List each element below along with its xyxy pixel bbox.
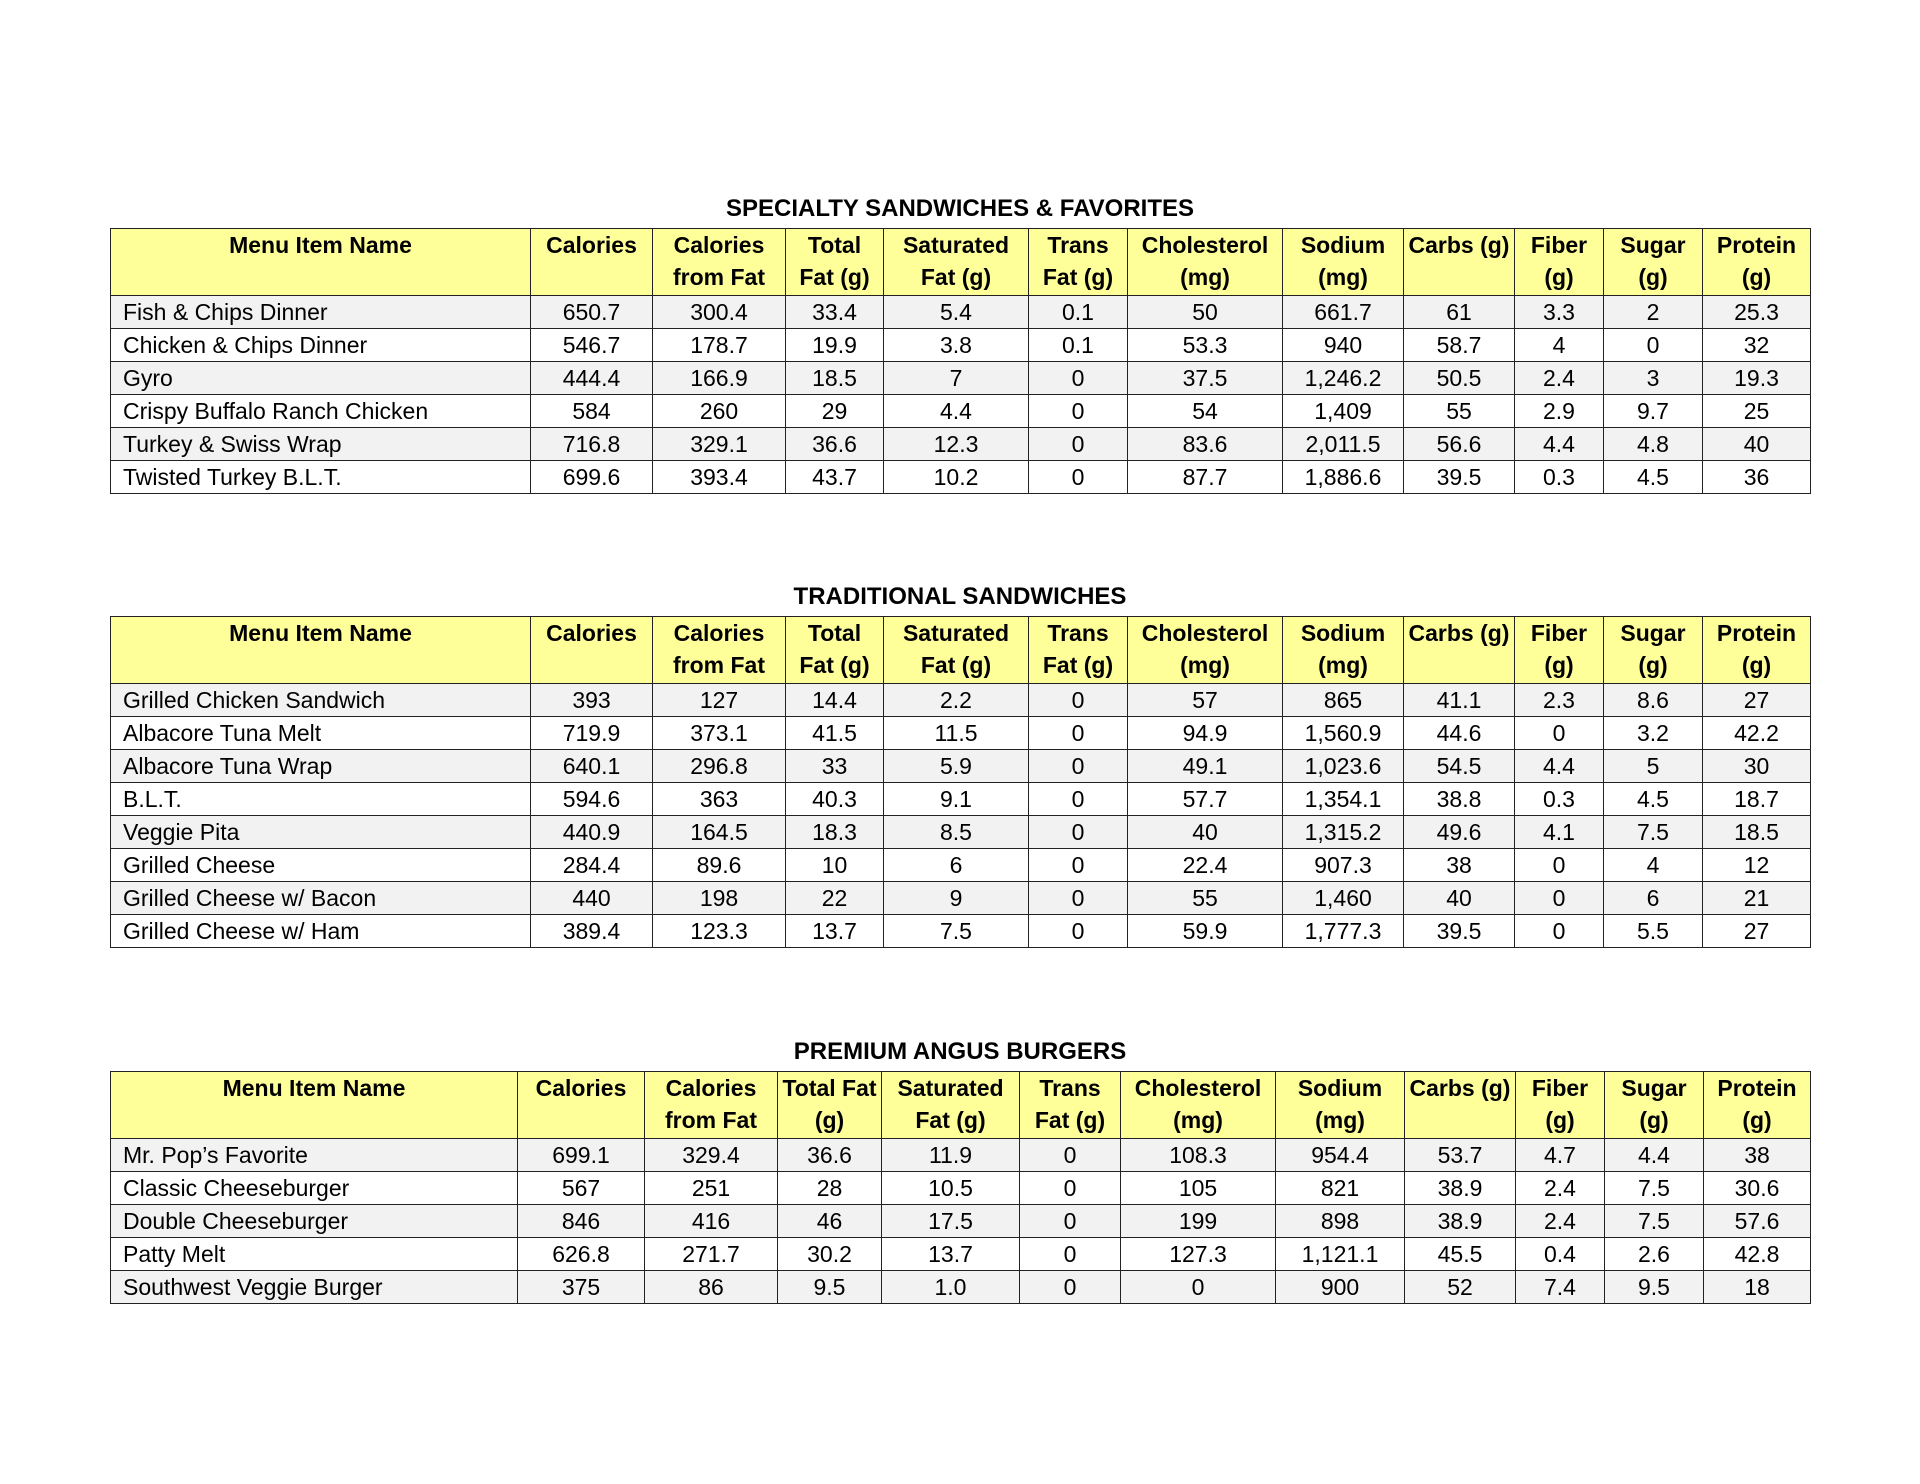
menu-item-name: Fish & Chips Dinner — [111, 296, 531, 329]
column-header: Protein (g) — [1704, 1072, 1811, 1139]
table-row — [111, 915, 1811, 948]
nutrition-value: 1,246.2 — [1283, 362, 1404, 395]
nutrition-value: 0.3 — [1515, 783, 1604, 816]
nutrition-value: 89.6 — [653, 849, 786, 882]
nutrition-value: 54.5 — [1404, 750, 1515, 783]
column-header: Calories — [531, 617, 653, 684]
nutrition-value: 49.6 — [1404, 816, 1515, 849]
nutrition-value: 19.9 — [786, 329, 884, 362]
nutrition-value: 9.7 — [1604, 395, 1703, 428]
nutrition-value: 41.5 — [786, 717, 884, 750]
column-header: Carbs (g) — [1404, 617, 1515, 684]
nutrition-value: 18.3 — [786, 816, 884, 849]
nutrition-value: 40 — [1703, 428, 1811, 461]
column-header: Sodium (mg) — [1283, 229, 1404, 296]
column-header: Calories — [518, 1072, 645, 1139]
nutrition-value: 1,777.3 — [1283, 915, 1404, 948]
table-row — [111, 296, 1811, 329]
nutrition-value: 1,023.6 — [1283, 750, 1404, 783]
nutrition-value: 329.1 — [653, 428, 786, 461]
nutrition-value: 0.1 — [1029, 296, 1128, 329]
nutrition-value: 83.6 — [1128, 428, 1283, 461]
nutrition-value: 27 — [1703, 684, 1811, 717]
table-row — [111, 461, 1811, 494]
nutrition-value: 40 — [1128, 816, 1283, 849]
nutrition-value: 0 — [1121, 1271, 1276, 1304]
nutrition-value: 28 — [778, 1172, 882, 1205]
nutrition-value: 0 — [1029, 915, 1128, 948]
nutrition-value: 33.4 — [786, 296, 884, 329]
nutrition-value: 0 — [1515, 717, 1604, 750]
nutrition-value: 50 — [1128, 296, 1283, 329]
nutrition-value: 1,354.1 — [1283, 783, 1404, 816]
nutrition-value: 393 — [531, 684, 653, 717]
nutrition-value: 7.5 — [1605, 1172, 1704, 1205]
nutrition-value: 4 — [1604, 849, 1703, 882]
nutrition-value: 22.4 — [1128, 849, 1283, 882]
nutrition-value: 260 — [653, 395, 786, 428]
table-row — [111, 750, 1811, 783]
nutrition-value: 6 — [1604, 882, 1703, 915]
nutrition-value: 25 — [1703, 395, 1811, 428]
nutrition-value: 0.4 — [1516, 1238, 1605, 1271]
nutrition-value: 7.5 — [1604, 816, 1703, 849]
column-header: Protein (g) — [1703, 229, 1811, 296]
nutrition-table — [110, 228, 1811, 494]
nutrition-value: 2.6 — [1605, 1238, 1704, 1271]
column-header: Cholesterol (mg) — [1121, 1072, 1276, 1139]
table-row — [111, 1271, 1811, 1304]
nutrition-value: 39.5 — [1404, 461, 1515, 494]
nutrition-value: 0 — [1020, 1271, 1121, 1304]
table-row — [111, 329, 1811, 362]
nutrition-value: 198 — [653, 882, 786, 915]
nutrition-value: 1,409 — [1283, 395, 1404, 428]
nutrition-value: 3.8 — [884, 329, 1029, 362]
menu-item-name: Patty Melt — [111, 1238, 518, 1271]
nutrition-value: 0 — [1515, 882, 1604, 915]
nutrition-value: 13.7 — [786, 915, 884, 948]
nutrition-value: 39.5 — [1404, 915, 1515, 948]
nutrition-value: 8.5 — [884, 816, 1029, 849]
nutrition-value: 7.5 — [1605, 1205, 1704, 1238]
column-header: Fiber (g) — [1515, 229, 1604, 296]
nutrition-value: 57.6 — [1704, 1205, 1811, 1238]
nutrition-value: 37.5 — [1128, 362, 1283, 395]
header-row — [111, 617, 1811, 684]
nutrition-value: 11.9 — [882, 1139, 1020, 1172]
nutrition-value: 9.5 — [1605, 1271, 1704, 1304]
nutrition-value: 38.9 — [1405, 1205, 1516, 1238]
nutrition-value: 9.5 — [778, 1271, 882, 1304]
nutrition-value: 127.3 — [1121, 1238, 1276, 1271]
nutrition-value: 2,011.5 — [1283, 428, 1404, 461]
nutrition-value: 284.4 — [531, 849, 653, 882]
nutrition-value: 2.2 — [884, 684, 1029, 717]
table-row — [111, 717, 1811, 750]
nutrition-value: 25.3 — [1703, 296, 1811, 329]
nutrition-value: 36.6 — [778, 1139, 882, 1172]
nutrition-value: 846 — [518, 1205, 645, 1238]
nutrition-value: 444.4 — [531, 362, 653, 395]
table-row — [111, 1238, 1811, 1271]
nutrition-value: 440.9 — [531, 816, 653, 849]
nutrition-value: 4.4 — [884, 395, 1029, 428]
nutrition-value: 10.5 — [882, 1172, 1020, 1205]
nutrition-value: 38.8 — [1404, 783, 1515, 816]
nutrition-value: 19.3 — [1703, 362, 1811, 395]
column-header: Calories — [531, 229, 653, 296]
nutrition-value: 43.7 — [786, 461, 884, 494]
nutrition-value: 40.3 — [786, 783, 884, 816]
nutrition-value: 11.5 — [884, 717, 1029, 750]
menu-item-name: Double Cheeseburger — [111, 1205, 518, 1238]
nutrition-value: 105 — [1121, 1172, 1276, 1205]
menu-item-name: Chicken & Chips Dinner — [111, 329, 531, 362]
table-row — [111, 882, 1811, 915]
column-header: Total Fat (g) — [778, 1072, 882, 1139]
nutrition-value: 4.5 — [1604, 783, 1703, 816]
header-row — [111, 1072, 1811, 1139]
nutrition-value: 17.5 — [882, 1205, 1020, 1238]
menu-item-name: Albacore Tuna Melt — [111, 717, 531, 750]
nutrition-value: 38 — [1404, 849, 1515, 882]
column-header: Trans Fat (g) — [1029, 229, 1128, 296]
nutrition-value: 5.4 — [884, 296, 1029, 329]
nutrition-value: 4.8 — [1604, 428, 1703, 461]
menu-item-name: B.L.T. — [111, 783, 531, 816]
menu-item-name: Southwest Veggie Burger — [111, 1271, 518, 1304]
nutrition-value: 30.2 — [778, 1238, 882, 1271]
section-premium-angus-burgers — [110, 1037, 1810, 1304]
nutrition-value: 30 — [1703, 750, 1811, 783]
table-row — [111, 362, 1811, 395]
nutrition-value: 0 — [1515, 849, 1604, 882]
nutrition-value: 546.7 — [531, 329, 653, 362]
nutrition-value: 7 — [884, 362, 1029, 395]
nutrition-value: 166.9 — [653, 362, 786, 395]
nutrition-value: 626.8 — [518, 1238, 645, 1271]
nutrition-value: 46 — [778, 1205, 882, 1238]
nutrition-value: 58.7 — [1404, 329, 1515, 362]
nutrition-value: 0 — [1020, 1172, 1121, 1205]
menu-item-name: Grilled Cheese — [111, 849, 531, 882]
column-header: Saturated Fat (g) — [884, 229, 1029, 296]
nutrition-value: 41.1 — [1404, 684, 1515, 717]
nutrition-value: 2.4 — [1516, 1172, 1605, 1205]
nutrition-value: 59.9 — [1128, 915, 1283, 948]
nutrition-value: 2.4 — [1516, 1205, 1605, 1238]
nutrition-value: 650.7 — [531, 296, 653, 329]
column-header: Carbs (g) — [1404, 229, 1515, 296]
nutrition-value: 900 — [1276, 1271, 1405, 1304]
nutrition-value: 393.4 — [653, 461, 786, 494]
nutrition-value: 0 — [1029, 684, 1128, 717]
nutrition-value: 954.4 — [1276, 1139, 1405, 1172]
column-header: Fiber (g) — [1516, 1072, 1605, 1139]
nutrition-value: 55 — [1128, 882, 1283, 915]
nutrition-value: 4.5 — [1604, 461, 1703, 494]
section-title: PREMIUM ANGUS BURGERS — [793, 1038, 1127, 1065]
nutrition-value: 699.6 — [531, 461, 653, 494]
nutrition-value: 53.7 — [1405, 1139, 1516, 1172]
nutrition-value: 57 — [1128, 684, 1283, 717]
nutrition-value: 7.4 — [1516, 1271, 1605, 1304]
nutrition-value: 44.6 — [1404, 717, 1515, 750]
column-header: Menu Item Name — [111, 617, 531, 684]
nutrition-value: 4.4 — [1605, 1139, 1704, 1172]
table-row — [111, 428, 1811, 461]
nutrition-value: 42.8 — [1704, 1238, 1811, 1271]
column-header: Calories from Fat — [645, 1072, 778, 1139]
nutrition-value: 12.3 — [884, 428, 1029, 461]
nutrition-value: 389.4 — [531, 915, 653, 948]
nutrition-value: 127 — [653, 684, 786, 717]
nutrition-value: 1,886.6 — [1283, 461, 1404, 494]
nutrition-value: 9 — [884, 882, 1029, 915]
nutrition-value: 18.7 — [1703, 783, 1811, 816]
nutrition-value: 40 — [1404, 882, 1515, 915]
nutrition-value: 0 — [1029, 783, 1128, 816]
nutrition-value: 123.3 — [653, 915, 786, 948]
nutrition-value: 5.9 — [884, 750, 1029, 783]
nutrition-value: 375 — [518, 1271, 645, 1304]
column-header: Protein (g) — [1703, 617, 1811, 684]
column-header: Menu Item Name — [111, 1072, 518, 1139]
nutrition-value: 32 — [1703, 329, 1811, 362]
nutrition-value: 0 — [1029, 816, 1128, 849]
nutrition-value: 300.4 — [653, 296, 786, 329]
column-header: Saturated Fat (g) — [884, 617, 1029, 684]
nutrition-value: 18.5 — [1703, 816, 1811, 849]
table-row — [111, 395, 1811, 428]
nutrition-value: 0 — [1604, 329, 1703, 362]
nutrition-value: 94.9 — [1128, 717, 1283, 750]
nutrition-value: 8.6 — [1604, 684, 1703, 717]
table-row — [111, 684, 1811, 717]
menu-item-name: Grilled Chicken Sandwich — [111, 684, 531, 717]
nutrition-value: 55 — [1404, 395, 1515, 428]
column-header: Sodium (mg) — [1283, 617, 1404, 684]
nutrition-value: 45.5 — [1405, 1238, 1516, 1271]
nutrition-value: 4.4 — [1515, 750, 1604, 783]
nutrition-value: 178.7 — [653, 329, 786, 362]
nutrition-value: 42.2 — [1703, 717, 1811, 750]
nutrition-value: 0 — [1029, 461, 1128, 494]
nutrition-table — [110, 1071, 1811, 1304]
nutrition-value: 18 — [1704, 1271, 1811, 1304]
section-title: SPECIALTY SANDWICHES & FAVORITES — [725, 195, 1195, 222]
nutrition-value: 0 — [1029, 428, 1128, 461]
nutrition-value: 699.1 — [518, 1139, 645, 1172]
nutrition-value: 0 — [1029, 750, 1128, 783]
nutrition-value: 1.0 — [882, 1271, 1020, 1304]
table-row — [111, 1205, 1811, 1238]
nutrition-value: 14.4 — [786, 684, 884, 717]
nutrition-value: 716.8 — [531, 428, 653, 461]
nutrition-value: 54 — [1128, 395, 1283, 428]
column-header: Sugar (g) — [1605, 1072, 1704, 1139]
nutrition-value: 907.3 — [1283, 849, 1404, 882]
menu-item-name: Crispy Buffalo Ranch Chicken — [111, 395, 531, 428]
nutrition-value: 29 — [786, 395, 884, 428]
nutrition-value: 61 — [1404, 296, 1515, 329]
nutrition-value: 199 — [1121, 1205, 1276, 1238]
nutrition-value: 164.5 — [653, 816, 786, 849]
nutrition-value: 4.7 — [1516, 1139, 1605, 1172]
nutrition-value: 52 — [1405, 1271, 1516, 1304]
section-specialty-sandwiches — [110, 194, 1810, 494]
nutrition-value: 50.5 — [1404, 362, 1515, 395]
nutrition-value: 1,560.9 — [1283, 717, 1404, 750]
nutrition-value: 0 — [1029, 849, 1128, 882]
header-row — [111, 229, 1811, 296]
nutrition-value: 5 — [1604, 750, 1703, 783]
nutrition-value: 6 — [884, 849, 1029, 882]
nutrition-value: 567 — [518, 1172, 645, 1205]
nutrition-value: 296.8 — [653, 750, 786, 783]
nutrition-value: 271.7 — [645, 1238, 778, 1271]
nutrition-value: 33 — [786, 750, 884, 783]
menu-item-name: Twisted Turkey B.L.T. — [111, 461, 531, 494]
nutrition-value: 0 — [1020, 1205, 1121, 1238]
table-row — [111, 849, 1811, 882]
nutrition-value: 10.2 — [884, 461, 1029, 494]
table-row — [111, 783, 1811, 816]
nutrition-value: 56.6 — [1404, 428, 1515, 461]
column-header: Calories from Fat — [653, 229, 786, 296]
nutrition-value: 86 — [645, 1271, 778, 1304]
nutrition-value: 4.4 — [1515, 428, 1604, 461]
column-header: Total Fat (g) — [786, 617, 884, 684]
nutrition-value: 719.9 — [531, 717, 653, 750]
nutrition-value: 251 — [645, 1172, 778, 1205]
nutrition-value: 821 — [1276, 1172, 1405, 1205]
section-traditional-sandwiches — [110, 582, 1810, 948]
table-row — [111, 1139, 1811, 1172]
nutrition-value: 865 — [1283, 684, 1404, 717]
nutrition-value: 0 — [1029, 362, 1128, 395]
menu-item-name: Veggie Pita — [111, 816, 531, 849]
nutrition-value: 363 — [653, 783, 786, 816]
nutrition-value: 0 — [1020, 1139, 1121, 1172]
column-header: Sugar (g) — [1604, 229, 1703, 296]
nutrition-value: 329.4 — [645, 1139, 778, 1172]
nutrition-value: 13.7 — [882, 1238, 1020, 1271]
menu-item-name: Turkey & Swiss Wrap — [111, 428, 531, 461]
table-row — [111, 816, 1811, 849]
column-header: Total Fat (g) — [786, 229, 884, 296]
nutrition-value: 1,315.2 — [1283, 816, 1404, 849]
nutrition-value: 2.4 — [1515, 362, 1604, 395]
menu-item-name: Gyro — [111, 362, 531, 395]
column-header: Calories from Fat — [653, 617, 786, 684]
table-row — [111, 1172, 1811, 1205]
nutrition-value: 57.7 — [1128, 783, 1283, 816]
column-header: Menu Item Name — [111, 229, 531, 296]
nutrition-value: 12 — [1703, 849, 1811, 882]
nutrition-value: 21 — [1703, 882, 1811, 915]
nutrition-value: 1,460 — [1283, 882, 1404, 915]
menu-item-name: Grilled Cheese w/ Bacon — [111, 882, 531, 915]
nutrition-value: 940 — [1283, 329, 1404, 362]
nutrition-value: 4 — [1515, 329, 1604, 362]
menu-item-name: Classic Cheeseburger — [111, 1172, 518, 1205]
nutrition-value: 38 — [1704, 1139, 1811, 1172]
nutrition-value: 416 — [645, 1205, 778, 1238]
nutrition-value: 30.6 — [1704, 1172, 1811, 1205]
menu-item-name: Grilled Cheese w/ Ham — [111, 915, 531, 948]
nutrition-value: 3.2 — [1604, 717, 1703, 750]
nutrition-value: 10 — [786, 849, 884, 882]
nutrition-value: 0 — [1515, 915, 1604, 948]
nutrition-value: 373.1 — [653, 717, 786, 750]
nutrition-value: 0 — [1029, 395, 1128, 428]
nutrition-value: 36.6 — [786, 428, 884, 461]
nutrition-value: 36 — [1703, 461, 1811, 494]
column-header: Cholesterol (mg) — [1128, 617, 1283, 684]
nutrition-value: 898 — [1276, 1205, 1405, 1238]
nutrition-value: 38.9 — [1405, 1172, 1516, 1205]
menu-item-name: Albacore Tuna Wrap — [111, 750, 531, 783]
nutrition-value: 440 — [531, 882, 653, 915]
nutrition-value: 3.3 — [1515, 296, 1604, 329]
column-header: Cholesterol (mg) — [1128, 229, 1283, 296]
nutrition-value: 18.5 — [786, 362, 884, 395]
nutrition-value: 0 — [1029, 882, 1128, 915]
column-header: Fiber (g) — [1515, 617, 1604, 684]
menu-item-name: Mr. Pop’s Favorite — [111, 1139, 518, 1172]
section-title: TRADITIONAL SANDWICHES — [793, 583, 1127, 610]
nutrition-value: 661.7 — [1283, 296, 1404, 329]
nutrition-value: 584 — [531, 395, 653, 428]
nutrition-table — [110, 616, 1811, 948]
column-header: Sodium (mg) — [1276, 1072, 1405, 1139]
nutrition-value: 87.7 — [1128, 461, 1283, 494]
nutrition-value: 108.3 — [1121, 1139, 1276, 1172]
nutrition-value: 1,121.1 — [1276, 1238, 1405, 1271]
nutrition-value: 4.1 — [1515, 816, 1604, 849]
nutrition-value: 2.9 — [1515, 395, 1604, 428]
nutrition-value: 22 — [786, 882, 884, 915]
column-header: Trans Fat (g) — [1029, 617, 1128, 684]
nutrition-value: 0.1 — [1029, 329, 1128, 362]
column-header: Carbs (g) — [1405, 1072, 1516, 1139]
column-header: Sugar (g) — [1604, 617, 1703, 684]
nutrition-value: 0 — [1020, 1238, 1121, 1271]
nutrition-value: 2.3 — [1515, 684, 1604, 717]
nutrition-value: 594.6 — [531, 783, 653, 816]
nutrition-value: 640.1 — [531, 750, 653, 783]
column-header: Trans Fat (g) — [1020, 1072, 1121, 1139]
nutrition-value: 2 — [1604, 296, 1703, 329]
nutrition-value: 0.3 — [1515, 461, 1604, 494]
nutrition-value: 3 — [1604, 362, 1703, 395]
nutrition-value: 49.1 — [1128, 750, 1283, 783]
nutrition-value: 9.1 — [884, 783, 1029, 816]
nutrition-value: 27 — [1703, 915, 1811, 948]
nutrition-value: 53.3 — [1128, 329, 1283, 362]
nutrition-value: 7.5 — [884, 915, 1029, 948]
nutrition-value: 5.5 — [1604, 915, 1703, 948]
nutrition-value: 0 — [1029, 717, 1128, 750]
column-header: Saturated Fat (g) — [882, 1072, 1020, 1139]
